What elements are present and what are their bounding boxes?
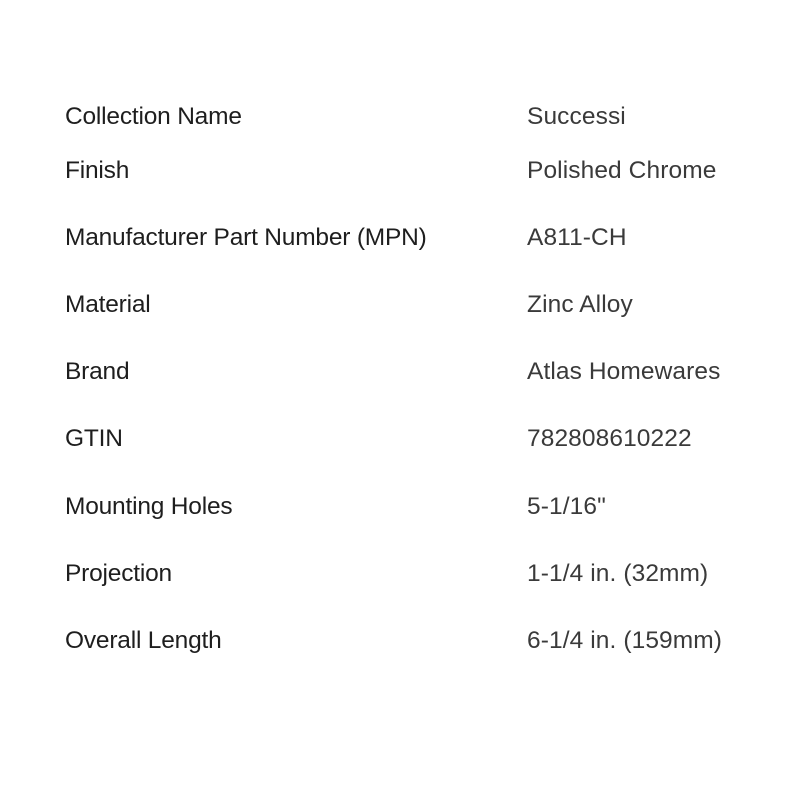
spec-label: Finish (65, 156, 130, 184)
spec-value: 1-1/4 in. (32mm) (527, 559, 709, 587)
spec-label: Material (65, 290, 151, 318)
spec-row-mpn (65, 204, 765, 271)
spec-value: Polished Chrome (527, 156, 717, 184)
spec-row-material (65, 271, 765, 338)
spec-row-gtin (65, 406, 765, 473)
spec-value: A811-CH (527, 223, 627, 251)
spec-row-collection-name (65, 97, 765, 137)
spec-label: Collection Name (65, 103, 242, 130)
spec-row-mounting-holes (65, 473, 765, 540)
spec-row-finish (65, 137, 765, 204)
product-spec-table (65, 97, 765, 675)
spec-label: GTIN (65, 425, 123, 453)
spec-label: Overall Length (65, 626, 222, 654)
spec-label: Projection (65, 559, 172, 587)
spec-row-overall-length (65, 607, 765, 674)
spec-label: Brand (65, 358, 130, 386)
spec-value: Zinc Alloy (527, 290, 633, 318)
spec-value: Atlas Homewares (527, 358, 721, 386)
spec-value: 782808610222 (527, 425, 692, 453)
spec-label: Manufacturer Part Number (MPN) (65, 223, 427, 251)
spec-value: Successi (527, 103, 626, 130)
spec-label: Mounting Holes (65, 492, 233, 520)
spec-row-projection (65, 540, 765, 607)
spec-value: 6-1/4 in. (159mm) (527, 626, 723, 654)
spec-row-brand (65, 339, 765, 406)
spec-value: 5-1/16" (527, 492, 606, 520)
